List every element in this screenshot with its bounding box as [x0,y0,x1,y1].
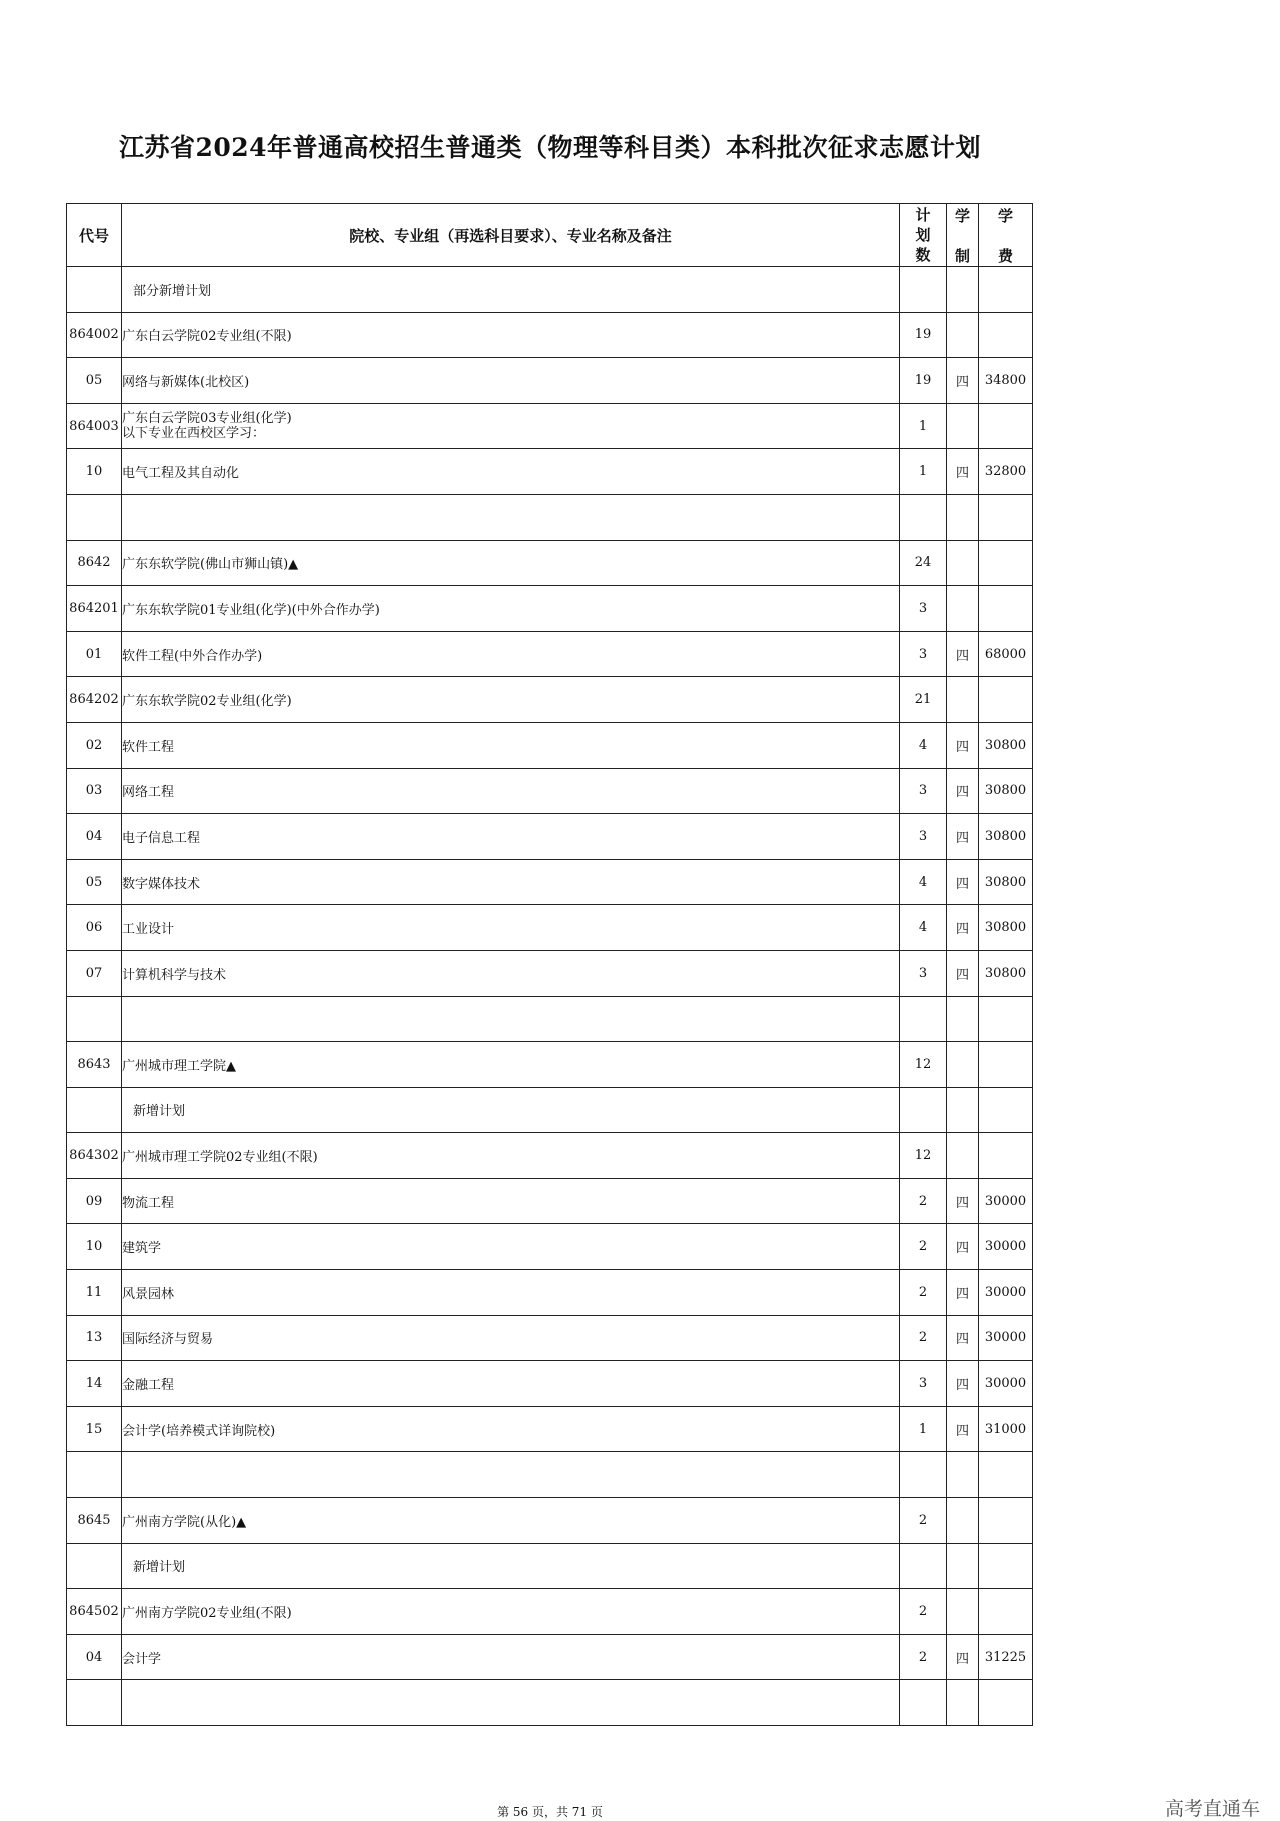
cell-years: 四 [947,859,979,905]
cell-years [947,586,979,632]
cell-code: 8643 [67,1042,122,1088]
cell-years: 四 [947,768,979,814]
cell-plan: 4 [900,859,947,905]
cell-code: 864302 [67,1133,122,1179]
table-row [67,1042,1033,1088]
cell-plan: 19 [900,312,947,358]
cell-years: 四 [947,814,979,860]
cell-plan: 24 [900,540,947,586]
cell-code: 05 [67,358,122,404]
cell-years [947,1042,979,1088]
cell-years [947,494,979,540]
table-body [67,267,1033,1726]
cell-plan: 2 [900,1270,947,1316]
cell-code: 04 [67,1634,122,1680]
cell-name: 广州南方学院02专业组(不限) [122,1589,900,1635]
cell-fee: 30800 [979,950,1033,996]
cell-name: 网络与新媒体(北校区) [122,358,900,404]
cell-name-line2: 以下专业在西校区学习： [122,426,266,442]
cell-name: 金融工程 [122,1361,900,1407]
cell-code [67,1452,122,1498]
cell-fee: 68000 [979,631,1033,677]
cell-plan [900,267,947,313]
cell-code [67,494,122,540]
cell-name: 新增计划 [122,1543,900,1589]
cell-plan: 2 [900,1224,947,1270]
cell-fee: 30800 [979,814,1033,860]
table-row [67,403,1033,449]
table-row [67,950,1033,996]
cell-plan: 3 [900,950,947,996]
cell-years: 四 [947,950,979,996]
cell-fee [979,677,1033,723]
cell-plan: 4 [900,905,947,951]
cell-fee [979,494,1033,540]
cell-code: 10 [67,449,122,495]
cell-plan [900,494,947,540]
cell-years: 四 [947,1315,979,1361]
cell-plan: 21 [900,677,947,723]
cell-plan: 2 [900,1315,947,1361]
cell-name: 会计学(培养模式详询院校) [122,1406,900,1452]
cell-name: 软件工程 [122,722,900,768]
cell-code: 05 [67,859,122,905]
cell-years [947,312,979,358]
cell-fee [979,540,1033,586]
header-years: 学 制 [947,204,979,267]
cell-years: 四 [947,722,979,768]
cell-name: 电子信息工程 [122,814,900,860]
cell-years [947,1452,979,1498]
cell-fee [979,1452,1033,1498]
cell-fee: 34800 [979,358,1033,404]
cell-code: 8645 [67,1498,122,1544]
cell-years: 四 [947,1270,979,1316]
cell-code: 02 [67,722,122,768]
cell-code: 10 [67,1224,122,1270]
cell-fee [979,312,1033,358]
cell-fee [979,996,1033,1042]
table-row [67,1589,1033,1635]
cell-code: 13 [67,1315,122,1361]
cell-years: 四 [947,1406,979,1452]
cell-years [947,403,979,449]
cell-years: 四 [947,1224,979,1270]
table-row [67,1452,1033,1498]
cell-fee: 30000 [979,1178,1033,1224]
cell-name: 部分新增计划 [122,267,900,313]
cell-years [947,1543,979,1589]
cell-code: 03 [67,768,122,814]
page-title: 江苏省2024年普通高校招生普通类（物理等科目类）本科批次征求志愿计划 [118,133,982,162]
cell-plan [900,996,947,1042]
cell-years: 四 [947,358,979,404]
cell-plan: 19 [900,358,947,404]
cell-name: 电气工程及其自动化 [122,449,900,495]
table-row [67,996,1033,1042]
cell-fee [979,1087,1033,1133]
cell-fee: 32800 [979,449,1033,495]
cell-plan [900,1452,947,1498]
cell-code: 864502 [67,1589,122,1635]
cell-years [947,1680,979,1726]
cell-name: 新增计划 [122,1087,900,1133]
cell-fee: 30800 [979,722,1033,768]
cell-name: 广州城市理工学院▲ [122,1042,900,1088]
cell-code: 864202 [67,677,122,723]
cell-years: 四 [947,905,979,951]
cell-years [947,1133,979,1179]
cell-years [947,1498,979,1544]
cell-name: 广州城市理工学院02专业组(不限) [122,1133,900,1179]
table-row [67,768,1033,814]
cell-code: 864003 [67,403,122,449]
cell-name [122,996,900,1042]
cell-name-line1: 广东白云学院03专业组(化学) [122,411,292,427]
cell-fee [979,1543,1033,1589]
cell-plan: 12 [900,1042,947,1088]
table-row [67,312,1033,358]
table-row [67,449,1033,495]
cell-years: 四 [947,449,979,495]
cell-plan: 4 [900,722,947,768]
cell-fee [979,1042,1033,1088]
cell-name: 广东东软学院(佛山市狮山镇)▲ [122,540,900,586]
cell-years: 四 [947,631,979,677]
cell-plan [900,1543,947,1589]
table-row [67,494,1033,540]
table-row [67,1543,1033,1589]
cell-plan: 3 [900,768,947,814]
cell-fee [979,267,1033,313]
table-row [67,1634,1033,1680]
cell-name: 数字媒体技术 [122,859,900,905]
cell-years: 四 [947,1634,979,1680]
cell-code: 8642 [67,540,122,586]
table-row [67,1224,1033,1270]
cell-plan [900,1087,947,1133]
table-row [67,1270,1033,1316]
cell-years [947,540,979,586]
cell-name: 会计学 [122,1634,900,1680]
cell-code [67,1087,122,1133]
cell-name [122,1680,900,1726]
cell-name: 广东东软学院02专业组(化学) [122,677,900,723]
cell-years [947,1589,979,1635]
table-row [67,1498,1033,1544]
cell-plan [900,1680,947,1726]
cell-code: 11 [67,1270,122,1316]
page-footer: 第 56 页，共 71 页 [497,1805,603,1819]
cell-plan: 1 [900,1406,947,1452]
cell-code: 01 [67,631,122,677]
cell-code [67,996,122,1042]
cell-fee [979,1680,1033,1726]
cell-code [67,1680,122,1726]
header-fee: 学 费 [979,204,1033,267]
cell-fee [979,1589,1033,1635]
watermark-logo-text: 高考直通车 [1164,1798,1260,1820]
cell-plan: 2 [900,1634,947,1680]
cell-fee [979,1498,1033,1544]
cell-name: 软件工程(中外合作办学) [122,631,900,677]
table-row [67,1315,1033,1361]
cell-fee: 31225 [979,1634,1033,1680]
cell-years [947,1087,979,1133]
cell-plan: 2 [900,1178,947,1224]
cell-fee: 30800 [979,905,1033,951]
table-row [67,1087,1033,1133]
cell-name: 网络工程 [122,768,900,814]
cell-code: 14 [67,1361,122,1407]
cell-plan: 3 [900,631,947,677]
enrollment-plan-table [66,203,1033,1726]
table-row [67,540,1033,586]
table-row [67,1178,1033,1224]
table-row [67,586,1033,632]
table-row [67,1361,1033,1407]
cell-plan: 1 [900,449,947,495]
cell-plan: 2 [900,1498,947,1544]
cell-name [122,1452,900,1498]
cell-name: 风景园林 [122,1270,900,1316]
cell-name: 工业设计 [122,905,900,951]
cell-name: 国际经济与贸易 [122,1315,900,1361]
table-row [67,722,1033,768]
cell-name: 广东白云学院02专业组(不限) [122,312,900,358]
table-row [67,358,1033,404]
header-name: 院校、专业组（再选科目要求）、专业名称及备注 [122,204,900,267]
cell-years: 四 [947,1178,979,1224]
cell-code: 15 [67,1406,122,1452]
table-row [67,267,1033,313]
cell-name: 广东东软学院01专业组(化学)(中外合作办学) [122,586,900,632]
header-plan: 计 划 数 [900,204,947,267]
cell-name: 计算机科学与技术 [122,950,900,996]
cell-years [947,677,979,723]
table-row [67,859,1033,905]
cell-code [67,1543,122,1589]
cell-fee: 30800 [979,768,1033,814]
header-code: 代号 [67,204,122,267]
cell-plan: 3 [900,586,947,632]
cell-name [122,494,900,540]
table-row [67,677,1033,723]
cell-years [947,267,979,313]
table-row [67,1680,1033,1726]
cell-code: 864002 [67,312,122,358]
table-row [67,1133,1033,1179]
table-row [67,1406,1033,1452]
cell-name [122,403,900,449]
cell-fee [979,1133,1033,1179]
table-row [67,631,1033,677]
cell-fee: 30800 [979,859,1033,905]
table-row [67,814,1033,860]
cell-code: 04 [67,814,122,860]
cell-plan: 2 [900,1589,947,1635]
cell-years: 四 [947,1361,979,1407]
table-header-row [67,204,1033,267]
cell-fee: 30000 [979,1361,1033,1407]
cell-plan: 3 [900,814,947,860]
cell-code: 09 [67,1178,122,1224]
cell-name: 建筑学 [122,1224,900,1270]
cell-plan: 1 [900,403,947,449]
cell-fee: 30000 [979,1270,1033,1316]
cell-fee: 30000 [979,1224,1033,1270]
cell-code: 06 [67,905,122,951]
cell-name: 物流工程 [122,1178,900,1224]
cell-fee: 30000 [979,1315,1033,1361]
cell-years [947,996,979,1042]
cell-fee [979,586,1033,632]
cell-name: 广州南方学院(从化)▲ [122,1498,900,1544]
cell-plan: 3 [900,1361,947,1407]
cell-plan: 12 [900,1133,947,1179]
cell-code: 864201 [67,586,122,632]
table-row [67,905,1033,951]
cell-fee: 31000 [979,1406,1033,1452]
cell-code: 07 [67,950,122,996]
cell-code [67,267,122,313]
cell-fee [979,403,1033,449]
